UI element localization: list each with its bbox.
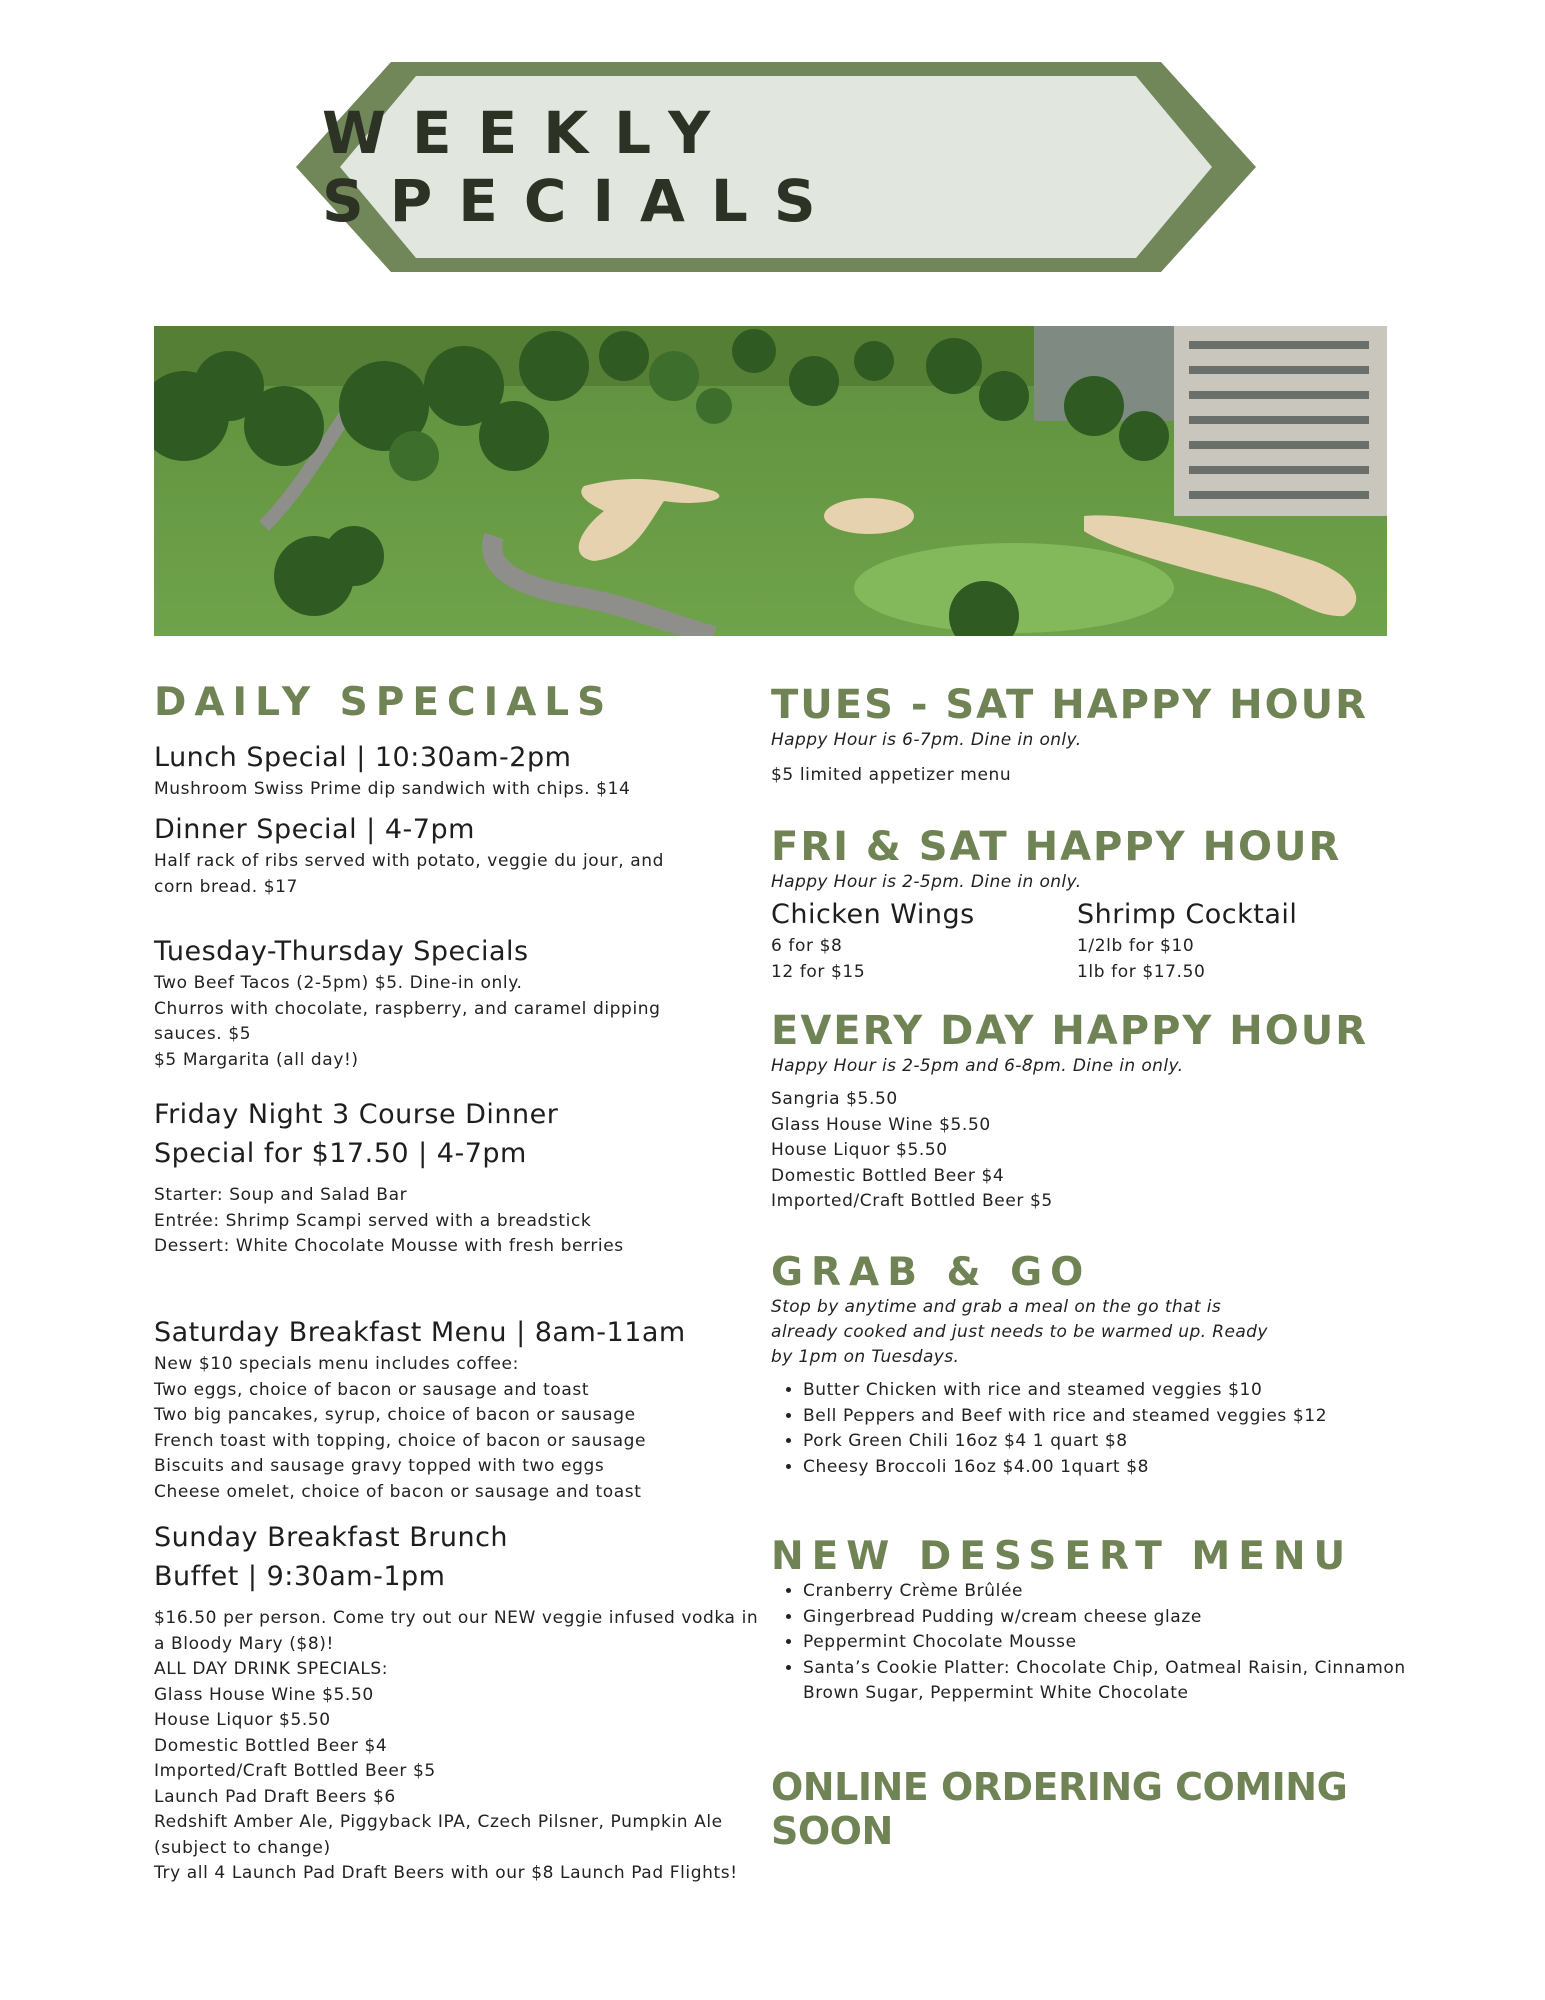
dinner-desc-line: Half rack of ribs served with potato, veggie du jour, and xyxy=(154,851,665,871)
grab-go-note: already cooked and just needs to be warmed up. Ready xyxy=(771,1322,1268,1342)
every-day-line: Glass House Wine $5.50 xyxy=(771,1114,991,1135)
every-day-line: Sangria $5.50 xyxy=(771,1089,898,1109)
dessert-heading: NEW DESSERT MENU xyxy=(771,1534,1354,1579)
tuesthurs-line: $5 Margarita (all day!) xyxy=(154,1049,359,1070)
chicken-wings-title: Chicken Wings xyxy=(771,899,975,930)
sunday-line: House Liquor $5.50 xyxy=(154,1710,331,1730)
sunday-line: a Bloody Mary ($8)! xyxy=(154,1633,334,1654)
tues-sat-note: Happy Hour is 6-7pm. Dine in only. xyxy=(771,730,1082,750)
friday-title-line1: Friday Night 3 Course Dinner xyxy=(154,1099,559,1130)
daily-specials-heading: DAILY SPECIALS xyxy=(154,680,614,725)
sunday-line: Redshift Amber Ale, Piggyback IPA, Czech Pilsner, Pumpkin Ale xyxy=(154,1812,723,1832)
dinner-special-title: Dinner Special | 4-7pm xyxy=(154,814,475,845)
sunday-line: Try all 4 Launch Pad Draft Beers with our $8 Launch Pad Flights! xyxy=(154,1863,738,1883)
fri-sat-note: Happy Hour is 2-5pm. Dine in only. xyxy=(771,872,1082,892)
tues-sat-heading: TUES - SAT HAPPY HOUR xyxy=(771,682,1368,728)
shrimp-cocktail-title: Shrimp Cocktail xyxy=(1077,899,1298,930)
list-item: • Cheesy Broccoli 16oz $4.00 1quart $8 xyxy=(803,1455,1461,1481)
shrimp-line: 1/2lb for $10 xyxy=(1077,936,1195,956)
sunday-line: Domestic Bottled Beer $4 xyxy=(154,1735,388,1756)
grab-go-note: by 1pm on Tuesdays. xyxy=(771,1347,960,1367)
sunday-line: (subject to change) xyxy=(154,1837,331,1858)
lunch-special-desc: Mushroom Swiss Prime dip sandwich with chips. $14 xyxy=(154,779,631,799)
shrimp-line: 1lb for $17.50 xyxy=(1077,961,1206,982)
saturday-line: French toast with topping, choice of bacon or sausage xyxy=(154,1430,647,1451)
saturday-line: Cheese omelet, choice of bacon or sausage and toast xyxy=(154,1481,642,1502)
list-item: • Gingerbread Pudding w/cream cheese glaze xyxy=(803,1605,1431,1631)
friday-line: Entrée: Shrimp Scampi served with a breadstick xyxy=(154,1210,592,1231)
list-item: • Santa’s Cookie Platter: Chocolate Chip, Oatmeal Raisin, Cinnamon Brown Sugar, Peppermint White Chocolate xyxy=(803,1656,1431,1707)
list-item: • Cranberry Crème Brûlée xyxy=(803,1579,1431,1605)
online-ordering-notice: ONLINE ORDERING COMING SOON xyxy=(771,1765,1348,1853)
sunday-line: Imported/Craft Bottled Beer $5 xyxy=(154,1761,436,1781)
sunday-line: Launch Pad Draft Beers $6 xyxy=(154,1786,396,1807)
title-banner xyxy=(296,62,1256,272)
lunch-special-title: Lunch Special | 10:30am-2pm xyxy=(154,742,572,773)
fri-sat-heading: FRI & SAT HAPPY HOUR xyxy=(771,824,1342,870)
golf-course-image xyxy=(154,326,1387,636)
friday-title-line2: Special for $17.50 | 4-7pm xyxy=(154,1138,527,1169)
saturday-line: Biscuits and sausage gravy topped with two eggs xyxy=(154,1456,605,1476)
tues-sat-desc: $5 limited appetizer menu xyxy=(771,765,1012,785)
list-item: • Peppermint Chocolate Mousse xyxy=(803,1630,1431,1656)
saturday-line: New $10 specials menu includes coffee: xyxy=(154,1354,519,1374)
saturday-line: Two eggs, choice of bacon or sausage and toast xyxy=(154,1379,590,1400)
every-day-line: Imported/Craft Bottled Beer $5 xyxy=(771,1191,1053,1211)
sunday-title-line1: Sunday Breakfast Brunch xyxy=(154,1522,509,1553)
tuesthurs-line: sauces. $5 xyxy=(154,1024,252,1044)
page-title: WEEKLY SPECIALS xyxy=(322,99,842,235)
every-day-note: Happy Hour is 2-5pm and 6-8pm. Dine in only. xyxy=(771,1056,1184,1076)
every-day-heading: EVERY DAY HAPPY HOUR xyxy=(771,1008,1369,1054)
wings-line: 12 for $15 xyxy=(771,961,866,982)
grab-go-heading: GRAB & GO xyxy=(771,1250,1092,1295)
list-item: • Pork Green Chili 16oz $4 1 quart $8 xyxy=(803,1429,1461,1455)
friday-line: Starter: Soup and Salad Bar xyxy=(154,1185,408,1205)
wings-line: 6 for $8 xyxy=(771,936,843,956)
list-item: • Bell Peppers and Beef with rice and steamed veggies $12 xyxy=(803,1404,1461,1430)
sunday-title-line2: Buffet | 9:30am-1pm xyxy=(154,1561,446,1592)
tuesthurs-title: Tuesday-Thursday Specials xyxy=(154,936,529,967)
every-day-line: House Liquor $5.50 xyxy=(771,1140,948,1160)
friday-line: Dessert: White Chocolate Mousse with fresh berries xyxy=(154,1236,624,1256)
sunday-line: $16.50 per person. Come try out our NEW veggie infused vodka in xyxy=(154,1608,759,1628)
grab-go-note: Stop by anytime and grab a meal on the go that is xyxy=(771,1297,1222,1317)
sunday-line: Glass House Wine $5.50 xyxy=(154,1684,374,1705)
tuesthurs-line: Churros with chocolate, raspberry, and caramel dipping xyxy=(154,998,661,1019)
list-item: • Butter Chicken with rice and steamed veggies $10 xyxy=(803,1378,1461,1404)
tuesthurs-line: Two Beef Tacos (2-5pm) $5. Dine-in only. xyxy=(154,973,523,993)
dinner-desc-line: corn bread. $17 xyxy=(154,876,298,897)
golf-course-photo-icon xyxy=(154,326,1387,636)
saturday-line: Two big pancakes, syrup, choice of bacon or sausage xyxy=(154,1405,636,1425)
sunday-line: ALL DAY DRINK SPECIALS: xyxy=(154,1659,389,1679)
saturday-title: Saturday Breakfast Menu | 8am-11am xyxy=(154,1317,686,1348)
every-day-line: Domestic Bottled Beer $4 xyxy=(771,1165,1005,1186)
